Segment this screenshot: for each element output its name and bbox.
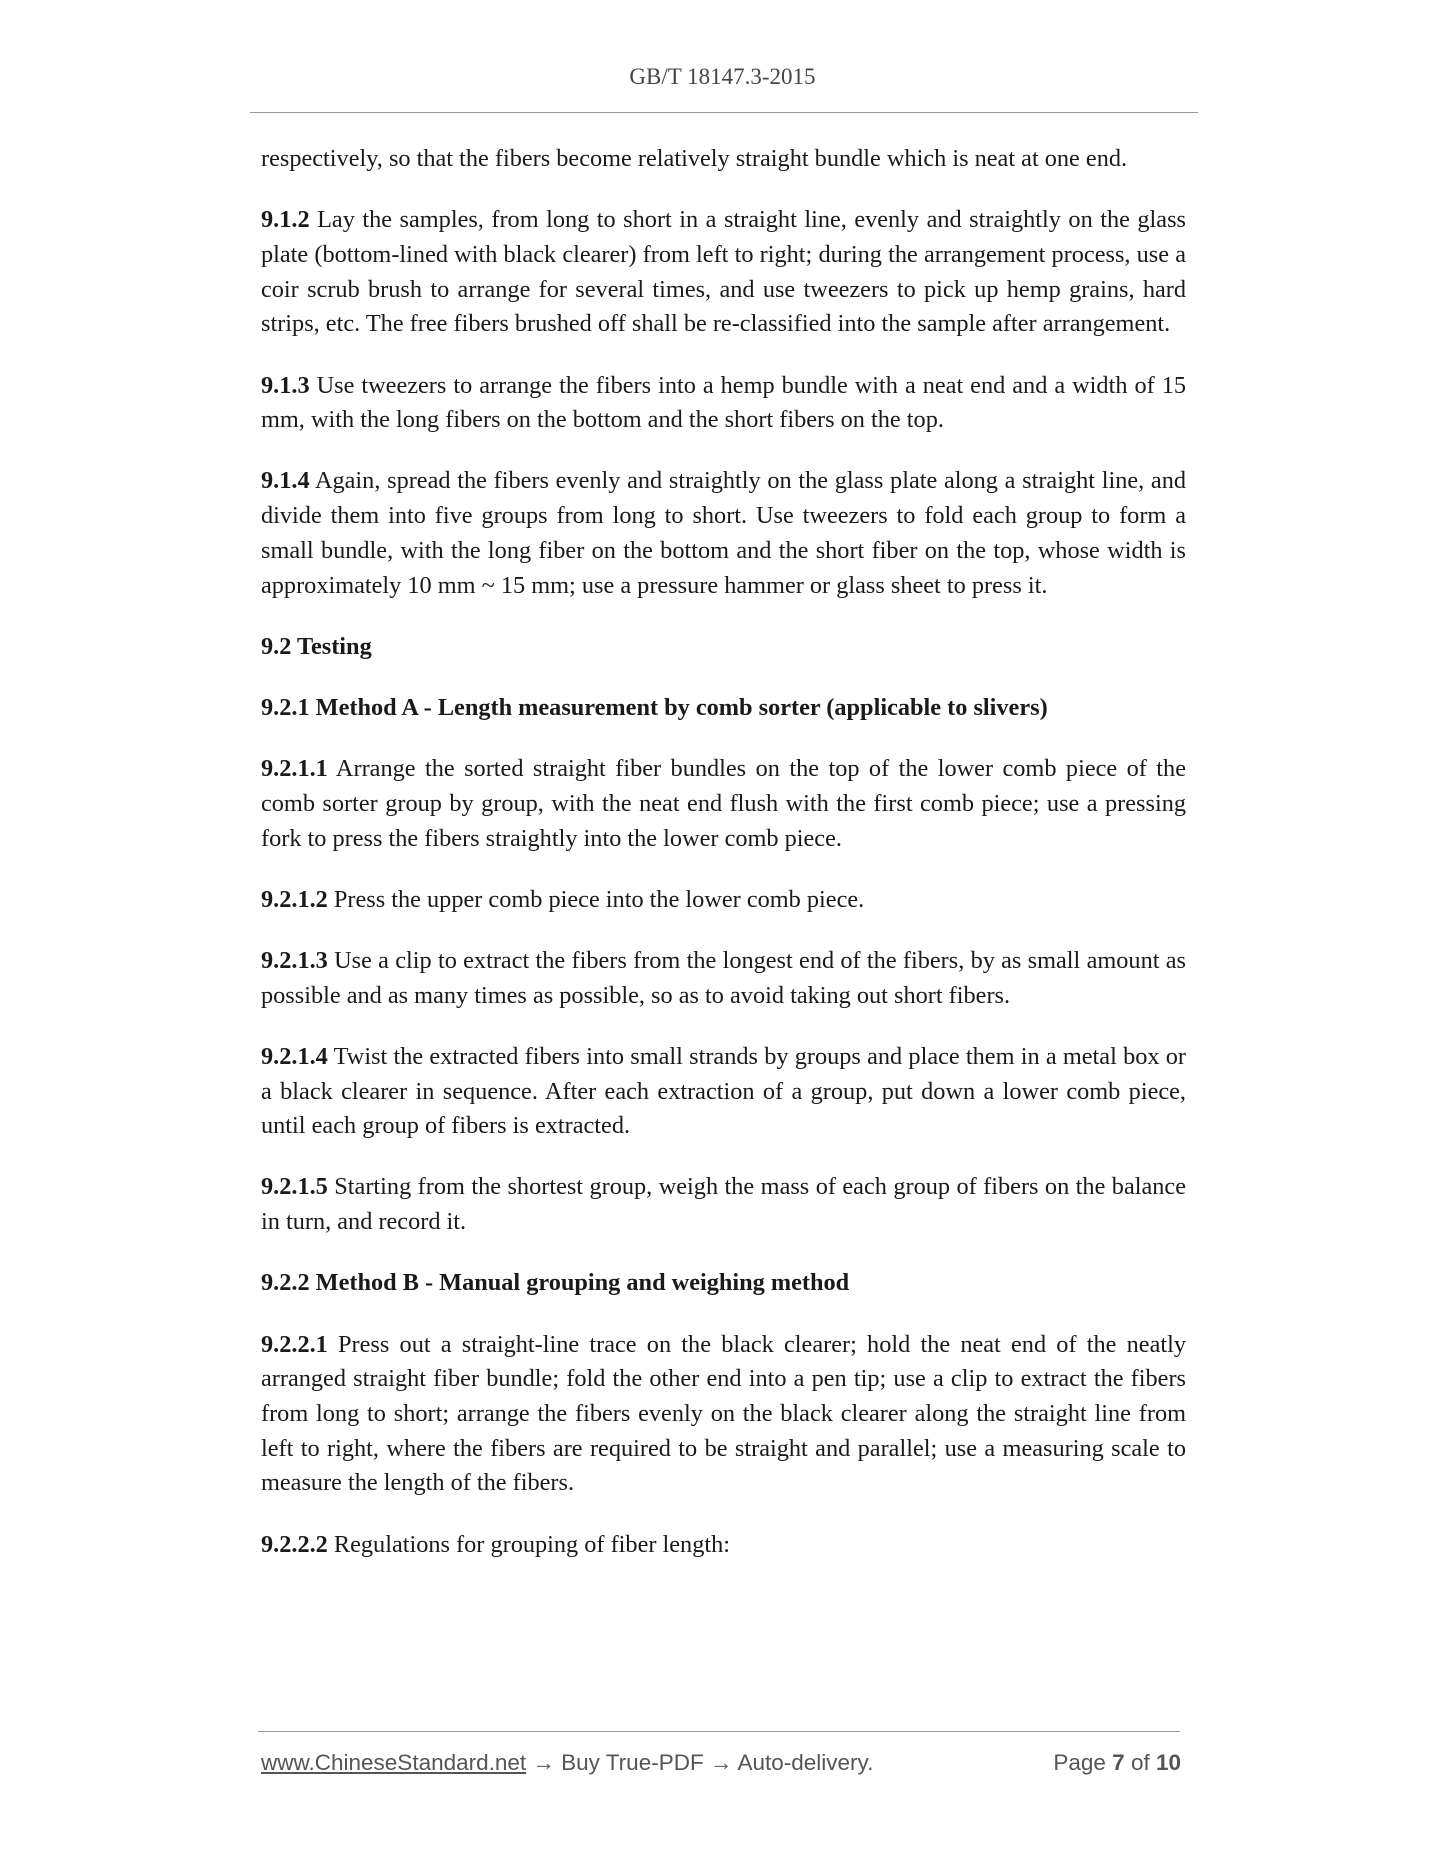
paragraph bbox=[261, 1170, 1186, 1239]
paragraph-text: Regulations for grouping of fiber length: bbox=[327, 1530, 730, 1558]
clause-number: 9.2.1.4 bbox=[261, 1042, 328, 1070]
section-heading: 9.2.1 Method A - Length measurement by comb sorter (applicable to slivers) bbox=[261, 693, 1048, 721]
document-header: GB/T 18147.3-2015 bbox=[629, 64, 816, 89]
paragraph-text: Again, spread the fibers evenly and straightly on the glass plate along a straight line, and divide them into five groups from long to short. Use tweezers to fold each group to form a small bundle, with the long fiber on the bottom and the short fiber on the top, whose width is approximately 10 mm ~ 15 mm; use a pressure hammer or glass sheet to press it. bbox=[261, 467, 1186, 599]
footer-promo: → Buy True-PDF → Auto-delivery. bbox=[526, 1750, 874, 1775]
clause-number: 9.1.3 bbox=[261, 371, 310, 399]
clause-number: 9.2.2.2 bbox=[261, 1530, 328, 1558]
clause-number: 9.2.1.1 bbox=[261, 755, 328, 783]
paragraph bbox=[261, 883, 1186, 918]
clause-number: 9.1.2 bbox=[261, 206, 310, 234]
paragraph bbox=[261, 1328, 1186, 1502]
paragraph bbox=[261, 369, 1186, 438]
paragraph-text: Use a clip to extract the fibers from the longest end of the fibers, by as small amount as possible and as many times as possible, so as to avoid taking out short fibers. bbox=[261, 946, 1186, 1009]
clause-number: 9.2.2.1 bbox=[261, 1330, 328, 1358]
clause-number: 9.2.1.5 bbox=[261, 1173, 328, 1201]
page-current: 7 bbox=[1112, 1750, 1125, 1775]
paragraph-text: Use tweezers to arrange the fibers into a hemp bundle with a neat end and a width of 15 mm, with the long fibers on the bottom and the short fibers on the top. bbox=[261, 371, 1186, 434]
paragraph-text: Press the upper comb piece into the lower comb piece. bbox=[327, 885, 865, 913]
paragraph bbox=[261, 752, 1186, 856]
website-link[interactable]: www.ChineseStandard.net bbox=[261, 1750, 527, 1775]
footer-divider bbox=[258, 1731, 1180, 1732]
clause-number: 9.2.1.3 bbox=[261, 946, 328, 974]
paragraph bbox=[261, 1528, 1186, 1563]
clause-number: 9.2.1.2 bbox=[261, 885, 328, 913]
page-indicator bbox=[1053, 1750, 1181, 1776]
page-footer bbox=[261, 1750, 1181, 1776]
paragraph bbox=[261, 1040, 1186, 1144]
section-heading: 9.2.2 Method B - Manual grouping and weighing method bbox=[261, 1269, 850, 1297]
page-label: Page bbox=[1053, 1750, 1106, 1775]
paragraph-text: Starting from the shortest group, weigh the mass of each group of fibers on the balance in turn, and record it. bbox=[261, 1173, 1186, 1236]
of-label: of bbox=[1130, 1750, 1150, 1775]
clause-number: 9.1.4 bbox=[261, 467, 310, 495]
page-total: 10 bbox=[1155, 1750, 1181, 1775]
paragraph-text: Lay the samples, from long to short in a straight line, evenly and straightly on the glass plate (bottom-lined with black clearer) from left to right; during the arrangement process, use a coir scrub brush to arrange for several times, and use tweezers to pick up hemp grains, hard strips, etc. The free fibers brushed off shall be re-classified into the sample after arrangement. bbox=[261, 206, 1186, 338]
header-divider bbox=[250, 112, 1198, 113]
paragraph-text: Twist the extracted fibers into small strands by groups and place them in a metal box or a black clearer in sequence. After each extraction of a group, put down a lower comb piece, until each group of fibers is extracted. bbox=[261, 1042, 1186, 1140]
paragraph-text: Press out a straight-line trace on the black clearer; hold the neat end of the neatly arranged straight fiber bundle; fold the other end into a pen tip; use a clip to extract the fibers from long to short; arrange the fibers evenly on the black clearer along the straight line from left to right, where the fibers are required to be straight and parallel; use a measuring scale to measure the length of the fibers. bbox=[261, 1330, 1186, 1497]
paragraph bbox=[261, 464, 1186, 603]
paragraph bbox=[261, 142, 1186, 177]
paragraph-text: Arrange the sorted straight fiber bundles on the top of the lower comb piece of the comb sorter group by group, with the neat end flush with the first comb piece; use a pressing fork to press the fibers straightly into the lower comb piece. bbox=[261, 755, 1186, 852]
paragraph-text: respectively, so that the fibers become relatively straight bundle which is neat at one end. bbox=[261, 145, 1128, 172]
section-heading: 9.2 Testing bbox=[261, 632, 372, 660]
document-body bbox=[261, 142, 1186, 1589]
paragraph bbox=[261, 203, 1186, 342]
paragraph bbox=[261, 944, 1186, 1013]
